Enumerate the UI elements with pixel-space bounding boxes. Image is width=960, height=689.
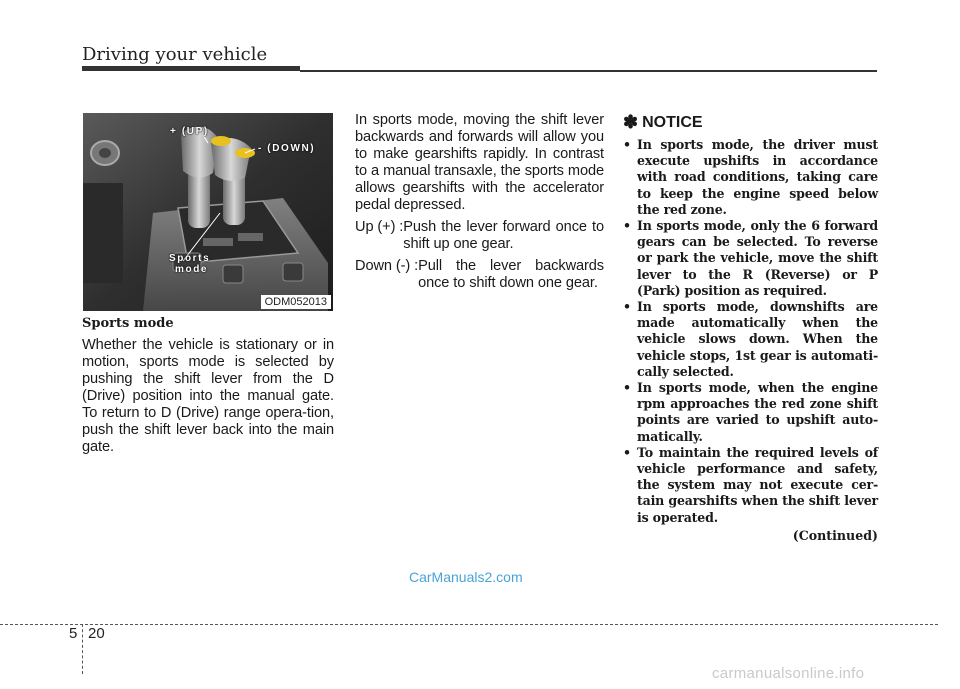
sports-mode-intro: In sports mode, moving the shift lever backwards and forwards will allow you to make gearshifts rapidly. In contrast to a manual transaxle, the sports mode allows gearshifts with the accelerator pedal depressed. (355, 112, 604, 213)
page-header-title: Driving your vehicle (82, 44, 268, 65)
footer-brand-watermark: carmanualsonline.info (712, 665, 865, 682)
continued-label: (Continued) (792, 527, 878, 543)
up-term: Up (+) : (355, 219, 404, 235)
figure-label-sports (169, 253, 210, 275)
notice-title: NOTICE (642, 113, 703, 131)
notice-item: • In sports mode, only the 6 forward gears can be selected. To reverse or park the vehicle, move the shift lever to the R (Reverse) or P (Park) position as required. (623, 218, 878, 298)
figure-caption: Sports mode (82, 316, 174, 331)
figure-label-sports-line1: Sports (169, 253, 211, 264)
down-definition (355, 258, 604, 292)
notice-list (623, 137, 878, 526)
notice-star-icon: ✽ (623, 112, 639, 132)
header-rule (300, 70, 877, 72)
shift-lever-photo (83, 113, 333, 311)
notice-item: • In sports mode, downshifts are made automatically when the vehicle slows down. When the vehicle stops, 1st gear is automati-cally selected. (623, 299, 878, 379)
left-column (82, 316, 334, 456)
notice-item: • In sports mode, the driver must execute upshifts in accordance with road conditions, taking care to keep the engine speed below the red zone. (623, 137, 878, 217)
notice-item: • In sports mode, when the engine rpm approaches the red zone shift points are varied to upshift auto-matically. (623, 380, 878, 444)
chapter-number: 5 (69, 625, 78, 642)
figure-label-up: + (UP) (170, 126, 209, 137)
figure-code: ODM052013 (261, 295, 331, 309)
figure-label-sports-line2: mode (175, 264, 209, 275)
bullet-icon: • (623, 444, 631, 460)
up-description: Push the lever forward once to shift up one gear. (403, 219, 604, 252)
watermark-link[interactable]: CarManuals2.com (409, 569, 523, 585)
bullet-icon: • (623, 299, 631, 315)
middle-column (355, 112, 604, 292)
header-accent-bar (82, 66, 300, 71)
notice-heading (623, 112, 878, 133)
down-description: Pull the lever backwards once to shift down one gear. (418, 258, 604, 291)
notice-column (623, 112, 878, 543)
bullet-icon: • (623, 218, 631, 234)
notice-item: • To maintain the required levels of vehicle performance and safety, the system may not execute cer-tain gearshifts when the shift lever is operated. (623, 444, 878, 525)
sports-mode-description: Whether the vehicle is stationary or in motion, sports mode is selected by pushing the shift lever from the D (Drive) position into the manual gate. To return to D (Drive) range opera-tion, push the shift lever back into the main gate. (82, 337, 334, 455)
page-number: 20 (88, 625, 105, 642)
footer-divider (82, 624, 83, 674)
footer-rule (0, 624, 938, 625)
up-definition (355, 219, 604, 253)
down-term: Down (-) : (355, 258, 419, 274)
bullet-icon: • (623, 380, 631, 396)
figure-label-down: - (DOWN) (258, 143, 316, 154)
bullet-icon: • (623, 137, 631, 152)
